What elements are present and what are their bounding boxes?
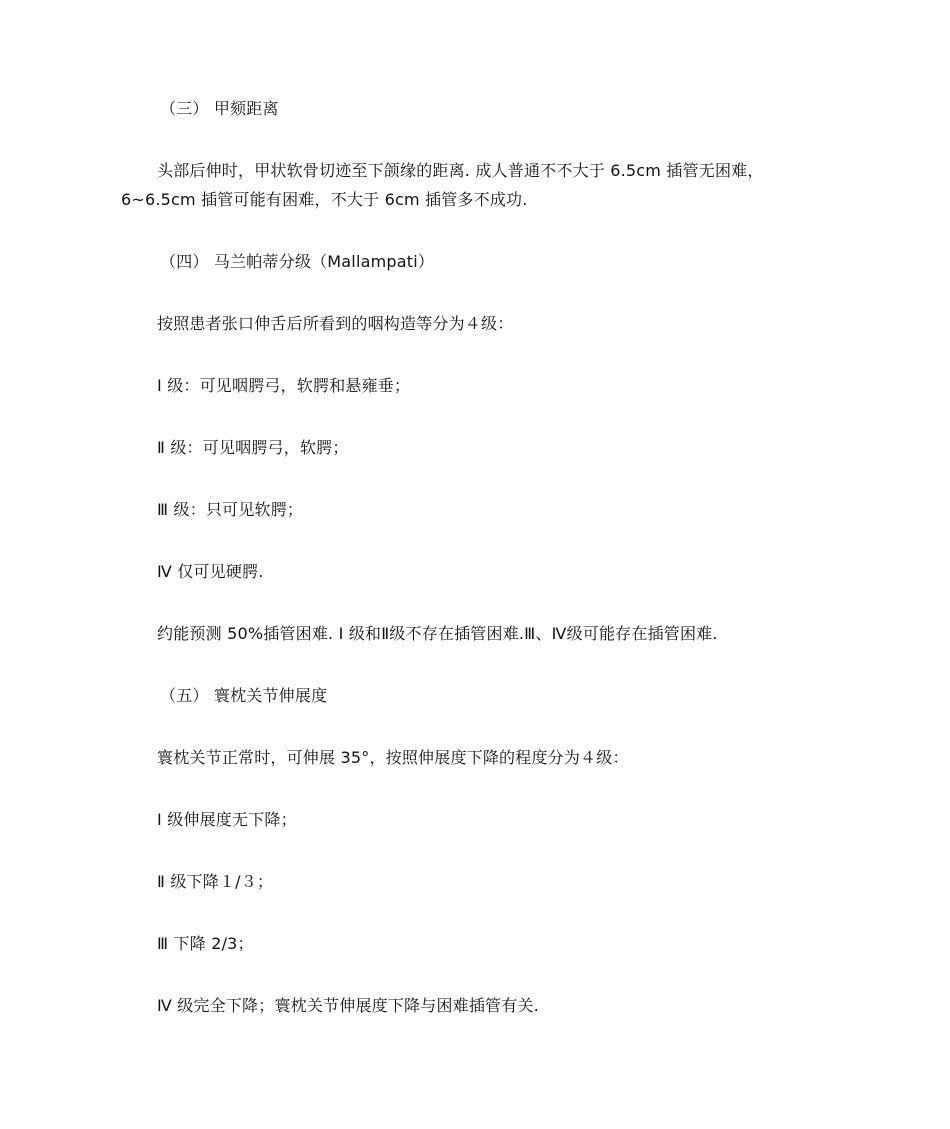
extension-grade-1: Ⅰ 级伸展度无下降； xyxy=(157,810,297,829)
section-4-conclusion: 约能预测 50%插管困难. Ⅰ 级和Ⅱ级不存在插管困难.Ⅲ、Ⅳ级可能存在插管困难. xyxy=(157,624,718,643)
mallampati-grade-1: Ⅰ 级：可见咽腭弓，软腭和悬雍垂； xyxy=(157,376,411,395)
section-4-heading: （四） 马兰帕蒂分级（Mallampati） xyxy=(160,252,435,271)
mallampati-grade-4: Ⅳ 仅可见硬腭. xyxy=(157,562,264,581)
mallampati-grade-3: Ⅲ 级：只可见软腭； xyxy=(157,500,304,519)
extension-grade-2: Ⅱ 级下降１/３； xyxy=(157,872,274,891)
section-5-intro: 寰枕关节正常时，可伸展 35°，按照伸展度下降的程度分为４级： xyxy=(157,748,629,767)
section-3-heading: （三） 甲颏距离 xyxy=(160,99,279,118)
section-5-heading: （五） 寰枕关节伸展度 xyxy=(160,686,328,705)
mallampati-grade-2: Ⅱ 级：可见咽腭弓，软腭； xyxy=(157,438,349,457)
section-4-intro: 按照患者张口伸舌后所看到的咽构造等分为４级： xyxy=(157,314,514,333)
section-3-paragraph-line-1: 头部后伸时，甲状软骨切迹至下颌缘的距离. 成人普通不不大于 6.5cm 插管无困难， xyxy=(157,161,764,180)
extension-grade-4: Ⅳ 级完全下降；寰枕关节伸展度下降与困难插管有关. xyxy=(157,996,539,1015)
extension-grade-3: Ⅲ 下降 2/3； xyxy=(157,934,254,953)
section-3-paragraph-line-2: 6~6.5cm 插管可能有困难，不大于 6cm 插管多不成功. xyxy=(121,190,528,209)
